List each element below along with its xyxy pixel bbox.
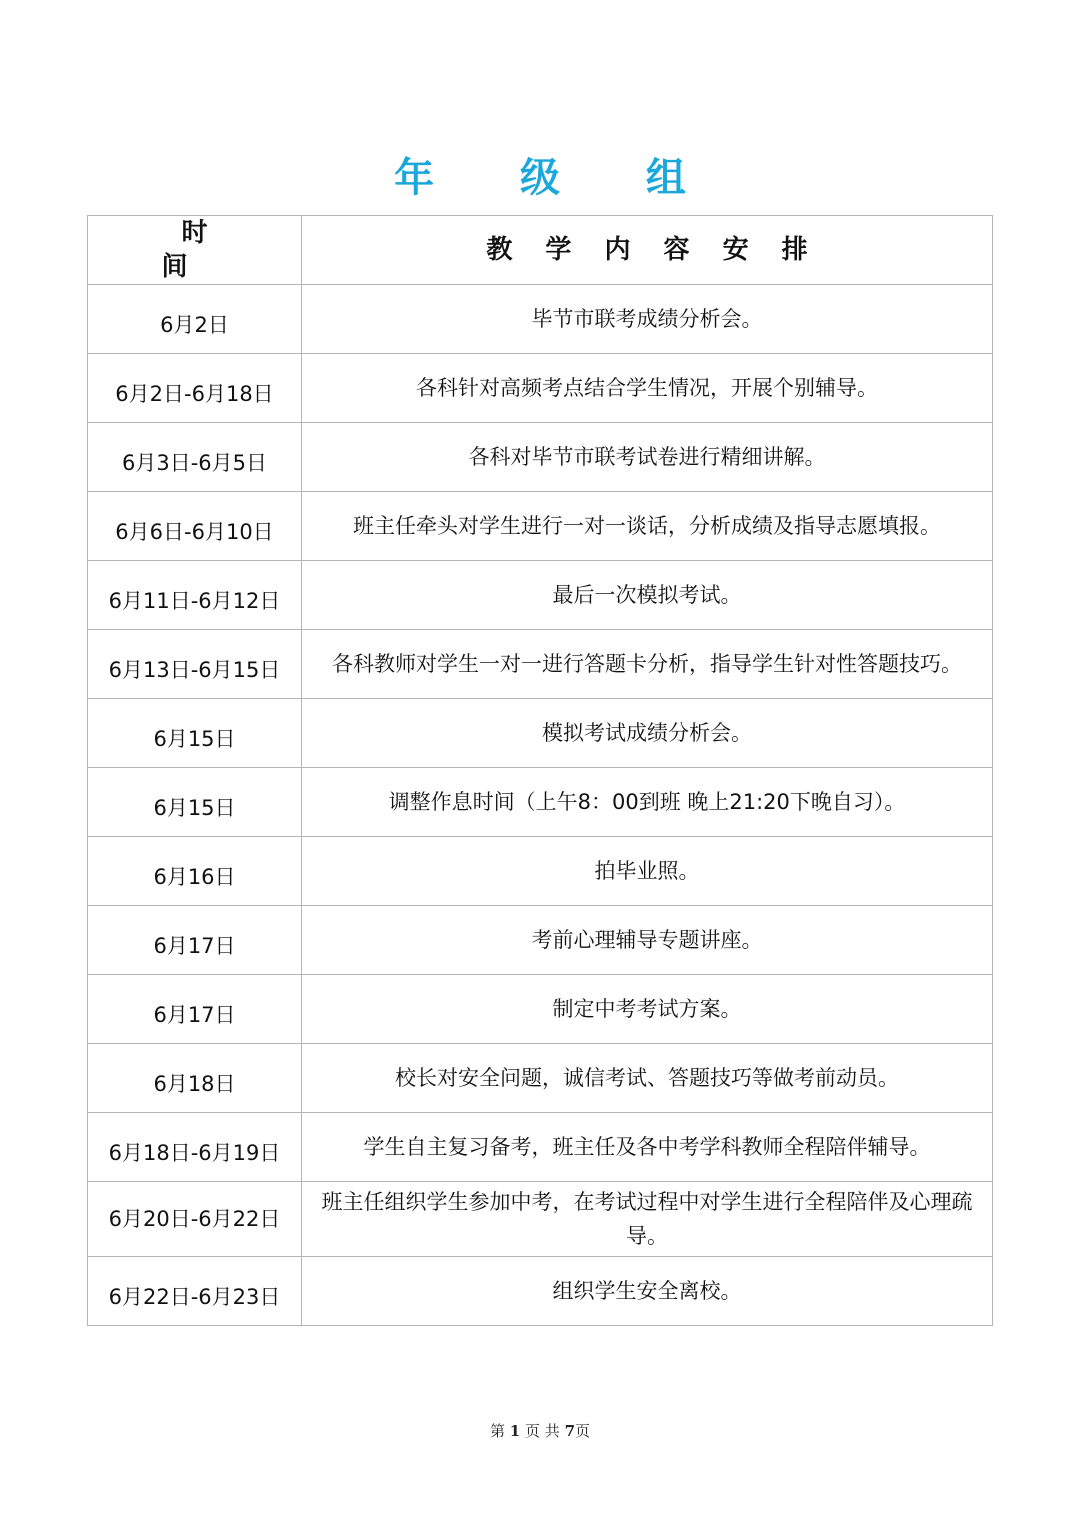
- table-row: [88, 630, 993, 699]
- content-cell: 调整作息时间（上午8：00到班 晚上21:20下晚自习）。: [302, 768, 993, 837]
- table-row: [88, 354, 993, 423]
- table-row: [88, 1182, 993, 1257]
- table-row: [88, 1044, 993, 1113]
- time-cell: 6月15日: [88, 768, 302, 837]
- table-row: [88, 423, 993, 492]
- content-cell: 班主任组织学生参加中考，在考试过程中对学生进行全程陪伴及心理疏导。: [302, 1182, 993, 1257]
- content-cell: 校长对安全问题，诚信考试、答题技巧等做考前动员。: [302, 1044, 993, 1113]
- content-cell: 班主任牵头对学生进行一对一谈话，分析成绩及指导志愿填报。: [302, 492, 993, 561]
- table-row: [88, 975, 993, 1044]
- table-row: [88, 1113, 993, 1182]
- content-cell: 制定中考考试方案。: [302, 975, 993, 1044]
- content-cell: 最后一次模拟考试。: [302, 561, 993, 630]
- table-row: [88, 561, 993, 630]
- content-cell: 毕节市联考成绩分析会。: [302, 285, 993, 354]
- content-cell: 拍毕业照。: [302, 837, 993, 906]
- table-row: [88, 768, 993, 837]
- content-cell: 学生自主复习备考，班主任及各中考学科教师全程陪伴辅导。: [302, 1113, 993, 1182]
- footer-prefix: 第: [489, 1422, 505, 1440]
- time-cell: 6月17日: [88, 906, 302, 975]
- table-row: [88, 699, 993, 768]
- table-row: [88, 1257, 993, 1326]
- time-cell: 6月6日-6月10日: [88, 492, 302, 561]
- table-row: [88, 492, 993, 561]
- table-header-row: [88, 216, 993, 285]
- time-cell: 6月20日-6月22日: [88, 1182, 302, 1257]
- content-cell: 考前心理辅导专题讲座。: [302, 906, 993, 975]
- footer-page-number: 1: [509, 1422, 521, 1440]
- time-cell: 6月18日: [88, 1044, 302, 1113]
- content-cell: 各科教师对学生一对一进行答题卡分析，指导学生针对性答题技巧。: [302, 630, 993, 699]
- time-cell: 6月3日-6月5日: [88, 423, 302, 492]
- time-cell: 6月13日-6月15日: [88, 630, 302, 699]
- content-cell: 各科对毕节市联考试卷进行精细讲解。: [302, 423, 993, 492]
- content-cell: 组织学生安全离校。: [302, 1257, 993, 1326]
- time-cell: 6月22日-6月23日: [88, 1257, 302, 1326]
- footer-total-pages: 7: [564, 1422, 575, 1440]
- time-cell: 6月16日: [88, 837, 302, 906]
- header-content: 教 学 内 容 安 排: [302, 216, 993, 285]
- content-cell: 各科针对高频考点结合学生情况，开展个别辅导。: [302, 354, 993, 423]
- time-cell: 6月2日: [88, 285, 302, 354]
- table-row: [88, 285, 993, 354]
- footer-middle: 页 共: [525, 1422, 560, 1440]
- time-cell: 6月18日-6月19日: [88, 1113, 302, 1182]
- footer-suffix: 页: [575, 1422, 591, 1440]
- header-time: 时 间: [88, 216, 302, 285]
- table-row: [88, 906, 993, 975]
- page-footer: [0, 1420, 1080, 1442]
- table-row: [88, 837, 993, 906]
- schedule-table: [87, 215, 993, 1326]
- page-title: 年 级 组: [394, 155, 722, 201]
- time-cell: 6月2日-6月18日: [88, 354, 302, 423]
- time-cell: 6月15日: [88, 699, 302, 768]
- time-cell: 6月11日-6月12日: [88, 561, 302, 630]
- time-cell: 6月17日: [88, 975, 302, 1044]
- content-cell: 模拟考试成绩分析会。: [302, 699, 993, 768]
